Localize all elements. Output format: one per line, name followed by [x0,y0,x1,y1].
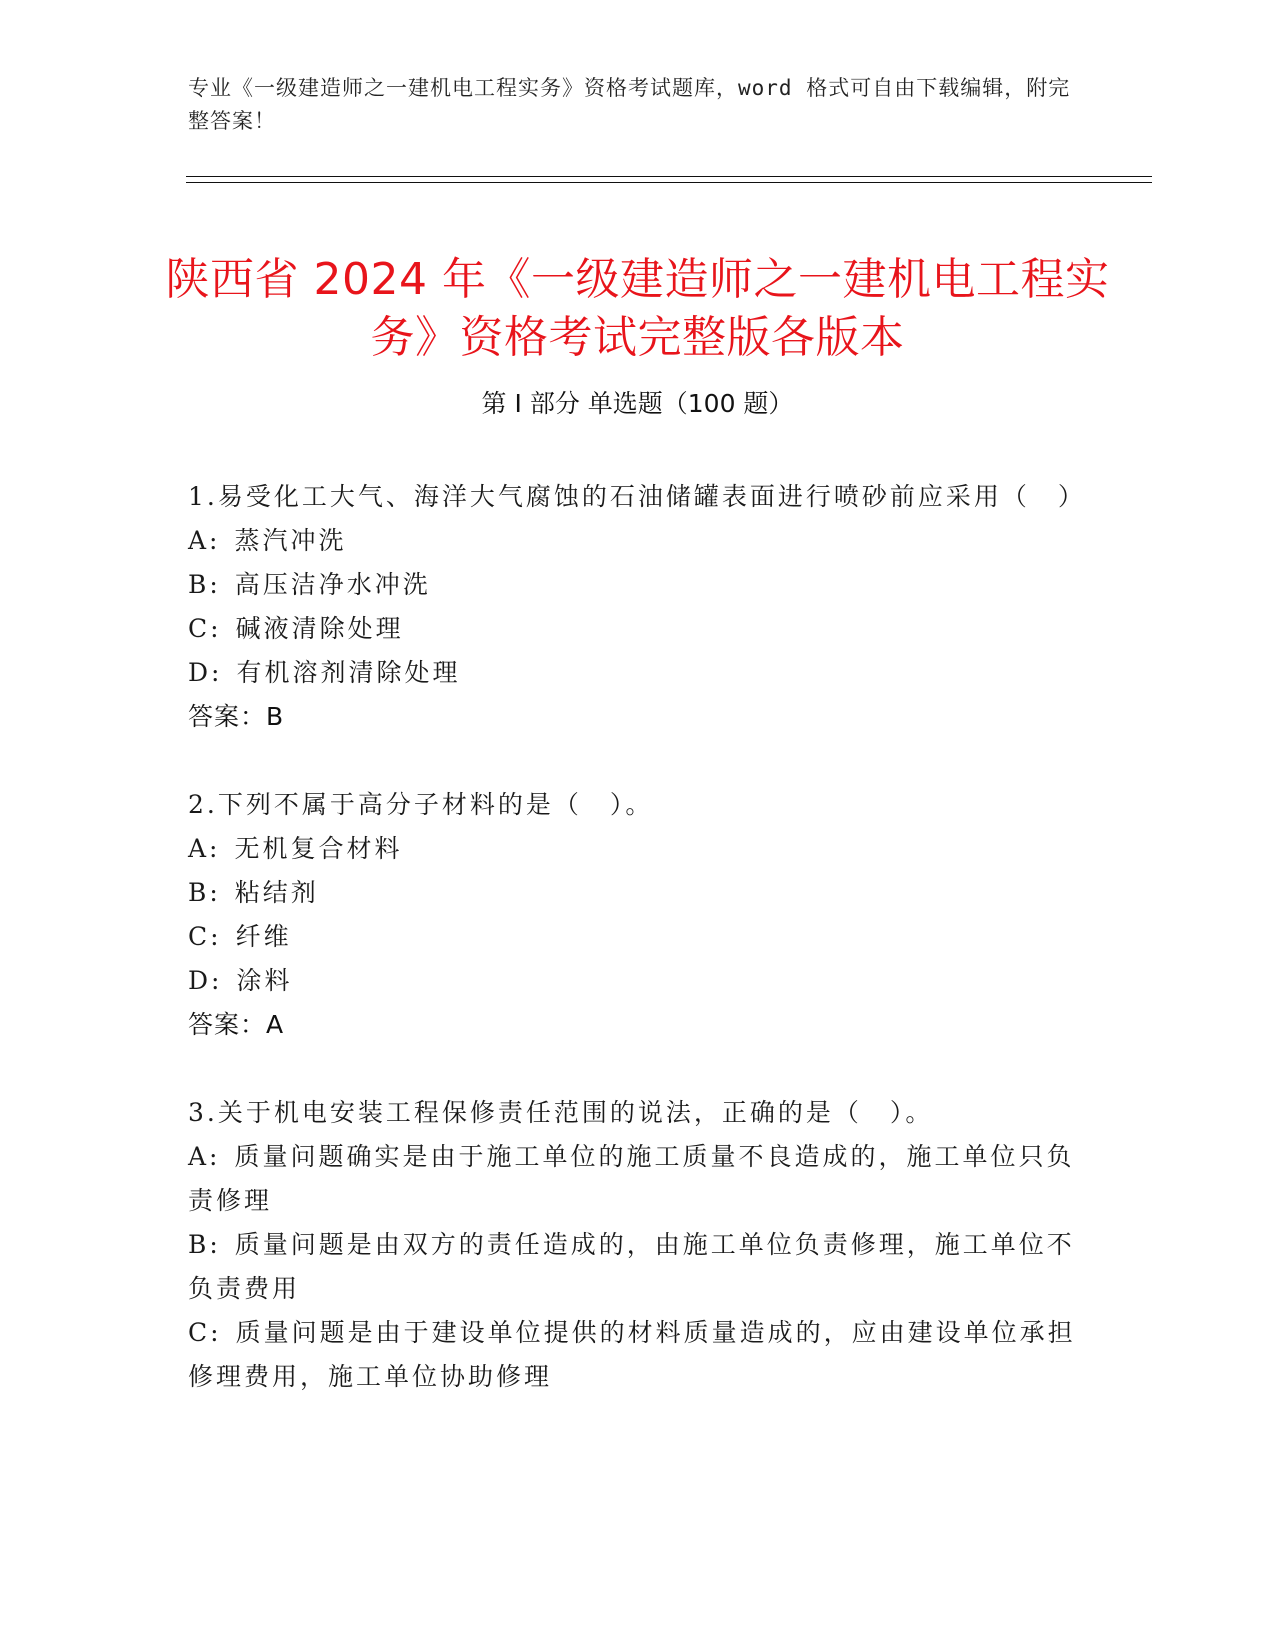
option-d [188,651,1078,695]
option-b [188,563,1078,607]
option-b [188,1223,1078,1311]
option-key: A: [188,1142,221,1171]
option-a [188,519,1078,563]
option-text: 有机溶剂清除处理 [236,658,461,687]
answer-label: 答案： [188,702,267,731]
option-a [188,827,1078,871]
option-key: B: [188,878,221,907]
option-text: 碱液清除处理 [235,614,404,643]
option-text: 无机复合材料 [234,834,403,863]
option-key: A: [188,834,221,863]
option-key: D: [188,966,223,995]
section-heading: 第 I 部分 单选题（100 题） [481,389,794,418]
option-key: B: [188,570,221,599]
option-c [188,915,1078,959]
option-d [188,959,1078,1003]
option-key: D: [188,658,223,687]
option-text: 涂料 [236,966,293,995]
document-title: 陕西省 2024 年《一级建造师之一建机电工程实务》资格考试完整版各版本 [165,254,1110,364]
question-stem: 3.关于机电安装工程保修责任范围的说法，正确的是（ ）。 [188,1098,934,1127]
option-b [188,871,1078,915]
option-text: 蒸汽冲洗 [234,526,347,555]
option-a [188,1135,1078,1223]
option-text: 纤维 [235,922,292,951]
answer-line [188,1003,1078,1047]
option-text: 质量问题是由双方的责任造成的，由施工单位负责修理，施工单位不负责费用 [188,1230,1075,1303]
header-rule-top [186,176,1152,177]
question-3 [188,1091,1078,1399]
answer-value: B [266,702,285,731]
question-stem: 1.易受化工大气、海洋大气腐蚀的石油储罐表面进行喷砂前应采用（ ） [188,482,1086,511]
option-text: 质量问题确实是由于施工单位的施工质量不良造成的，施工单位只负责修理 [188,1142,1075,1215]
option-key: C: [188,922,222,951]
answer-line [188,695,1078,739]
option-c [188,607,1078,651]
answer-value: A [266,1010,285,1039]
option-key: A: [188,526,221,555]
question-2 [188,783,1078,1047]
option-text: 质量问题是由于建设单位提供的材料质量造成的，应由建设单位承担修理费用，施工单位协助修理 [188,1318,1076,1391]
option-c [188,1311,1078,1399]
header-rule-bottom [186,182,1152,183]
option-key: C: [188,614,222,643]
header-note: 专业《一级建造师之一建机电工程实务》资格考试题库，word 格式可自由下载编辑，附完整答案！ [188,76,1071,133]
option-text: 粘结剂 [234,878,319,907]
option-key: B: [188,1230,221,1259]
question-stem: 2.下列不属于高分子材料的是（ ）。 [188,790,654,819]
question-list [188,475,1086,1443]
option-text: 高压洁净水冲洗 [234,570,431,599]
question-1 [188,475,1086,739]
answer-label: 答案： [188,1010,267,1039]
option-key: C: [188,1318,222,1347]
